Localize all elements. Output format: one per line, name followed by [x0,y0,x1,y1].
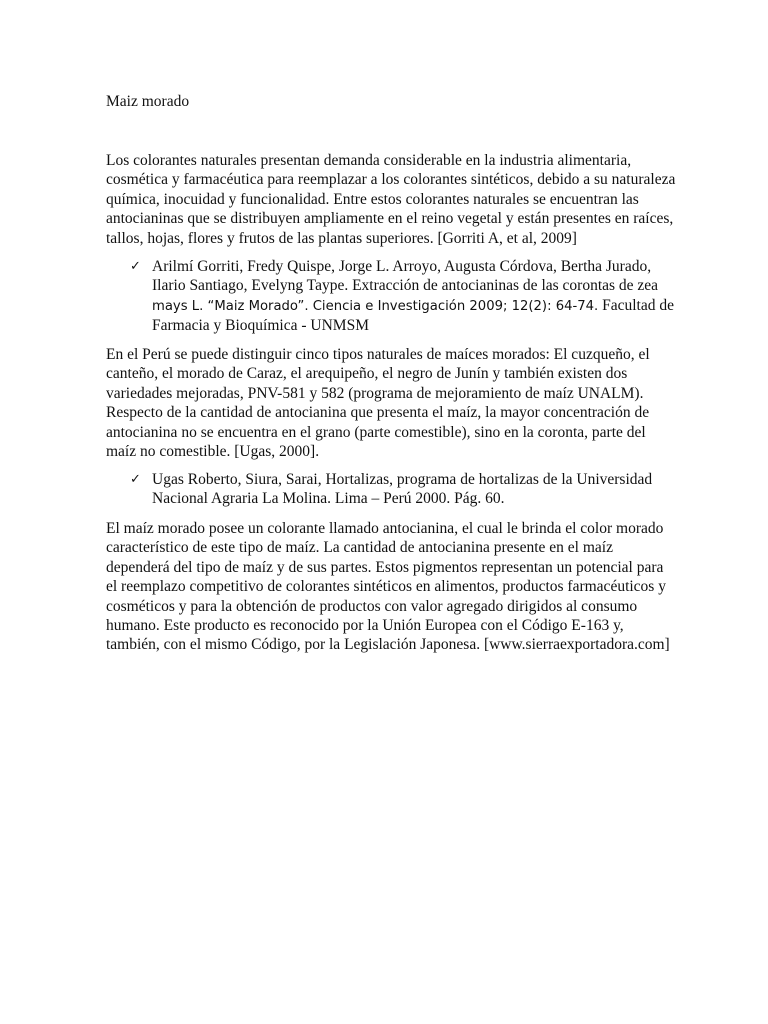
reference-text [152,257,672,336]
citation-journal: mays L. “Maiz Morado”. Ciencia e Investigación 2009; 12(2): 64-74. [152,298,599,314]
checkmark-icon: ✓ [130,472,141,487]
paragraph-colorantes-naturales [106,151,676,248]
text-line: también, con el mismo Código, por la Legislación Japonesa. [www.sierraexportadora.com] [106,636,670,654]
text-line: humano. Este producto es reconocido por la Unión Europea con el Código E-163 y, [106,617,624,635]
text-line: característico de este tipo de maíz. La cantidad de antocianina presente en el maíz [106,539,613,557]
text-line: tallos, hojas, flores y frutos de las plantas superiores. [Gorriti A, et al, 2009] [106,229,577,247]
text-line: el reemplazo competitivo de colorantes sintéticos en alimentos, productos farmacéuticos y [106,578,666,596]
text-line: canteño, el morado de Caraz, el arequipeño, el negro de Junín y también existen dos [106,365,628,383]
text-line: antocianinas que se distribuyen ampliamente en el reino vegetal y están presentes en raíces, [106,210,674,228]
text-line: química, inocuidad y funcionalidad. Entre estos colorantes naturales se encuentran las [106,190,639,208]
text-line: variedades mejoradas, PNV-581 y 582 (programa de mejoramiento de maíz UNALM). [106,384,644,402]
document-title: Maiz morado [106,93,190,110]
text-line: cosméticos y para la obtención de productos con valor agregado dirigidos al consumo [106,597,638,615]
paragraph-antocianina [106,519,670,655]
text-line: maíz no comestible. [Ugas, 2000]. [106,443,320,461]
text-line: Ugas Roberto, Siura, Sarai, Hortalizas, programa de hortalizas de la Universidad [152,471,653,488]
text-line: cosmética y farmacéutica para reemplazar a los colorantes sintéticos, debido a su naturaleza [106,171,676,189]
text-line [152,296,672,316]
paragraph-tipos-maices [106,345,666,461]
text-line: Arilmí Gorriti, Fredy Quispe, Jorge L. Arroyo, Augusta Córdova, Bertha Jurado, [152,258,652,275]
text-line: Farmacia y Bioquímica - UNMSM [152,317,369,335]
citation-tail: Facultad de [598,296,674,314]
text-line: Respecto de la cantidad de antocianina que presenta el maíz, la mayor concentración de [106,404,650,422]
text-line: dependerá del tipo de maíz y de sus partes. Estos pigmentos representan un potencial para [106,558,664,576]
text-line: Nacional Agraria La Molina. Lima – Perú 2000. Pág. 60. [152,490,505,508]
text-line: Ilario Santiago, Evelyng Taype. Extracción de antocianinas de las corontas de zea [152,277,659,295]
text-line: En el Perú se puede distinguir cinco tipos naturales de maíces morados: El cuzqueño, el [106,346,650,363]
reference-text [152,470,672,509]
text-line: antocianina no se encuentra en el grano (parte comestible), sino en la coronta, parte del [106,423,646,441]
checkmark-icon: ✓ [130,259,141,274]
text-line: El maíz morado posee un colorante llamado antocianina, el cual le brinda el color morado [106,520,664,537]
text-line: Los colorantes naturales presentan demanda considerable en la industria alimentaria, [106,152,632,169]
